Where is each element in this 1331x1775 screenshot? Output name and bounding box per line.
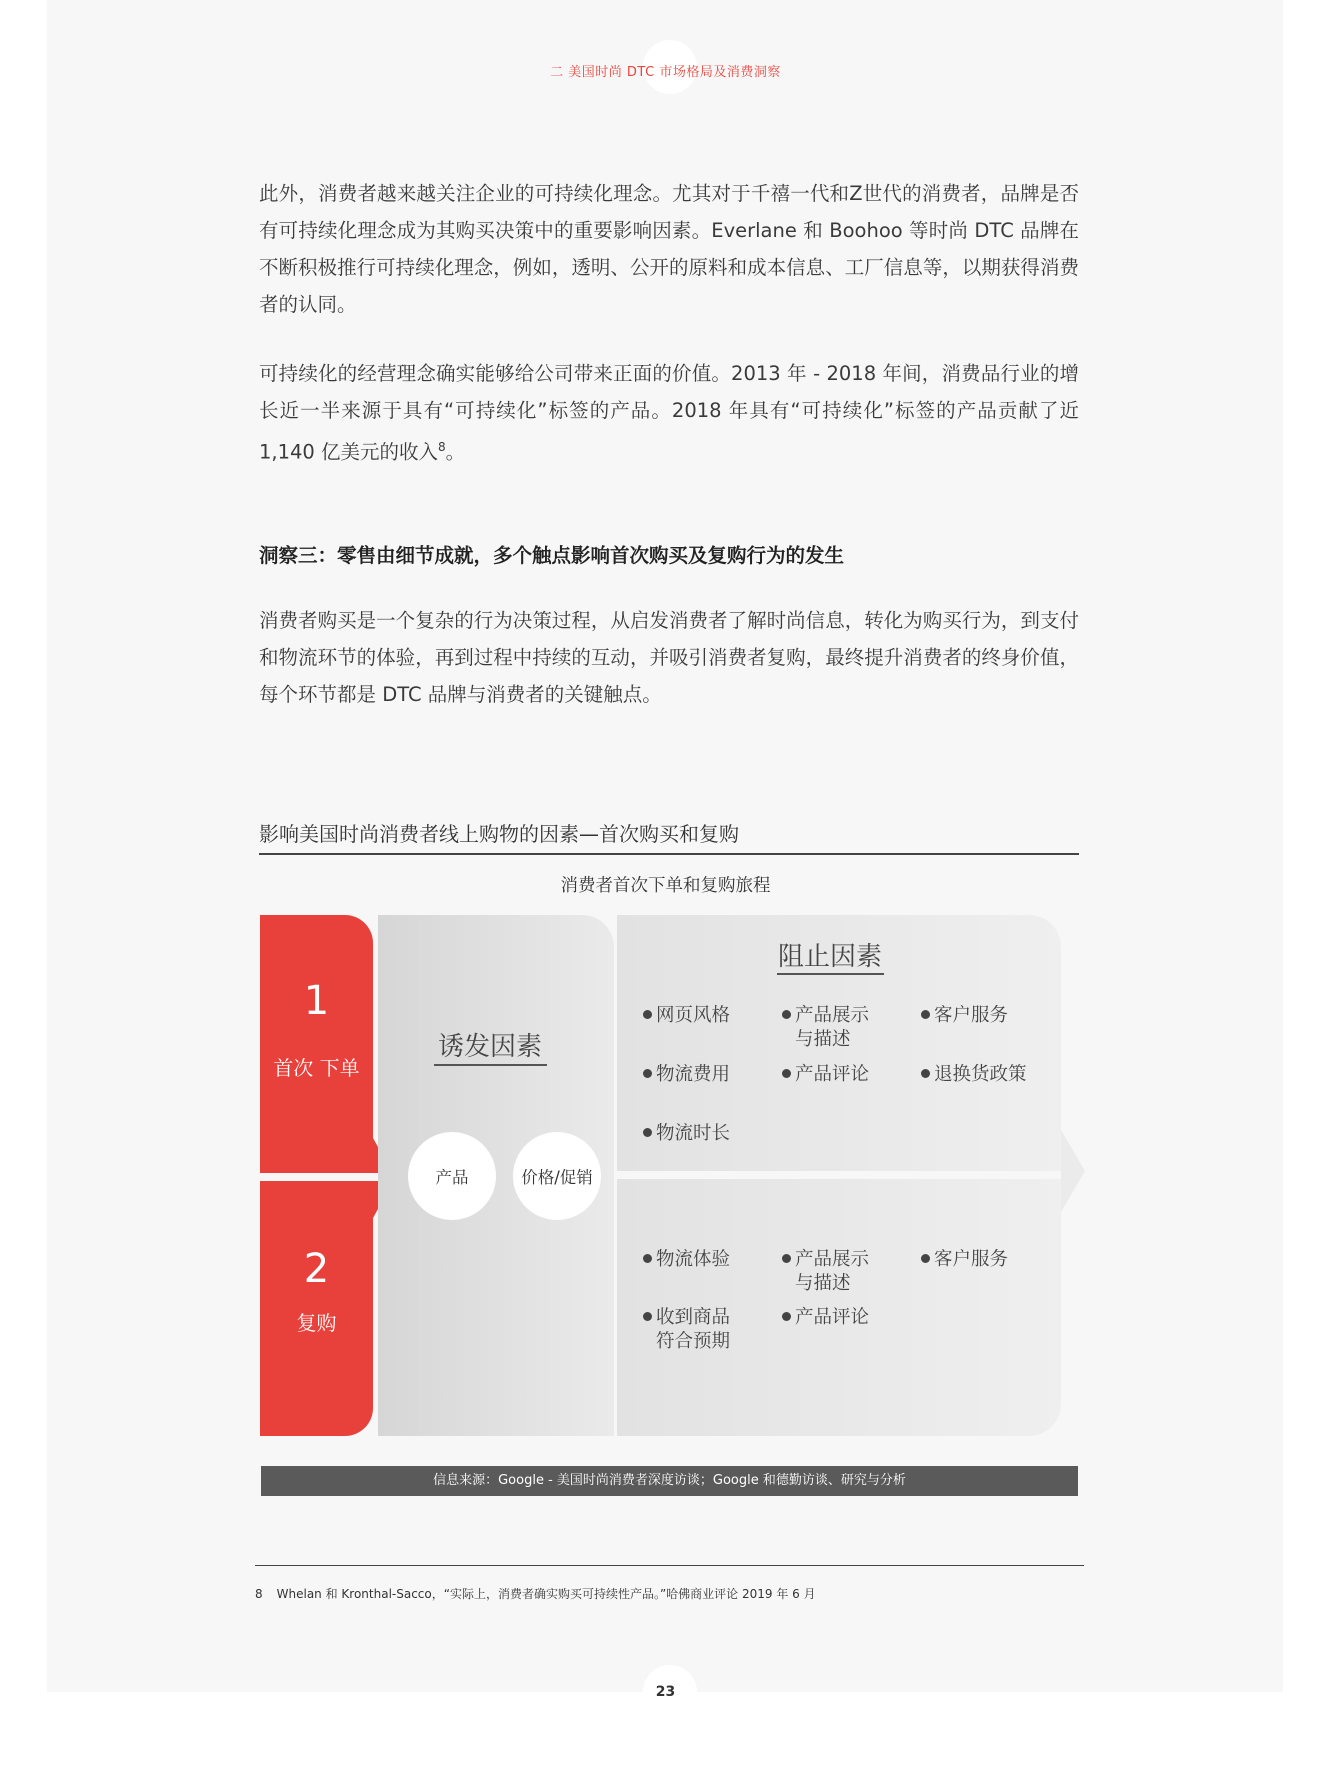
item-text-line2: 与描述 — [795, 1273, 851, 1294]
paragraph-end: 。 — [445, 440, 466, 464]
trigger-title-underline — [434, 1064, 547, 1066]
item-text: 物流体验 — [656, 1249, 731, 1270]
paragraph-sustainability: 此外，消费者越来越关注企业的可持续化理念。尤其对于千禧一代和Z世代的消费者，品牌是否有可持续化理念成为其购买决策中的重要影响因素。Everlane 和 Boohoo 等时尚 DTC 品牌在不断积极推行可持续化理念，例如，透明、公开的原料和成本信息、工厂信息等，以期获得消费者的认同。 — [259, 182, 1079, 316]
bullet-icon — [921, 1254, 930, 1263]
inhibitor-item — [782, 1306, 869, 1330]
inhibitor-item — [643, 1004, 730, 1028]
item-text: 产品评论 — [795, 1064, 870, 1085]
figure-source-bar: 信息来源：Google - 美国时尚消费者深度访谈；Google 和德勤访谈、研究与分析 — [261, 1466, 1078, 1496]
figure-title: 影响美国时尚消费者线上购物的因素—首次购买和复购 — [259, 822, 739, 846]
item-text: 客户服务 — [934, 1005, 1009, 1026]
inhibitor-title: 阻止因素 — [777, 942, 882, 972]
inhibitor-item — [921, 1004, 1008, 1028]
item-text: 物流时长 — [656, 1123, 731, 1144]
trigger-price-circle — [513, 1132, 601, 1220]
inhibitor-item — [643, 1306, 730, 1354]
stage-2-label: 复购 — [296, 1311, 337, 1335]
journey-arrow-tip — [1061, 1130, 1085, 1212]
footnote — [255, 1585, 816, 1602]
item-text: 产品评论 — [795, 1307, 870, 1328]
footnote-number: 8 — [255, 1587, 263, 1601]
stage-first-order-block — [260, 915, 373, 1173]
journey-axis-line — [617, 1172, 1061, 1178]
stage-1-number: 1 — [303, 978, 330, 1024]
bullet-icon — [643, 1312, 652, 1321]
item-text: 物流费用 — [656, 1064, 731, 1085]
bullet-icon — [643, 1069, 652, 1078]
bullet-icon — [643, 1128, 652, 1137]
inhibitor-item — [643, 1248, 730, 1272]
item-text: 产品展示 — [795, 1005, 870, 1026]
bullet-icon — [782, 1010, 791, 1019]
inhibitor-item — [921, 1248, 1008, 1272]
bullet-icon — [921, 1010, 930, 1019]
inhibitor-item — [921, 1063, 1027, 1087]
stage-divider — [260, 1173, 395, 1181]
bullet-icon — [643, 1254, 652, 1263]
paragraph-purchase-journey: 消费者购买是一个复杂的行为决策过程，从启发消费者了解时尚信息，转化为购买行为，到支付和物流环节的体验，再到过程中持续的互动，并吸引消费者复购，最终提升消费者的终身价值，每个环节都是 DTC 品牌与消费者的关键触点。 — [259, 609, 1079, 706]
trigger-title: 诱发因素 — [437, 1032, 542, 1062]
trigger-product-label: 产品 — [435, 1168, 469, 1187]
bullet-icon — [782, 1254, 791, 1263]
bullet-icon — [921, 1069, 930, 1078]
page-number: 23 — [655, 1684, 676, 1700]
item-text: 收到商品 — [656, 1307, 731, 1328]
inhibitor-item — [782, 1248, 869, 1296]
paragraph-text: 可持续化的经营理念确实能够给公司带来正面的价值。2013 年 - 2018 年间，消费品行业的增长近一半来源于具有“可持续化”标签的产品。2018 年具有“可持续化”标签的产品贡献了近 1,140 亿美元的收入 — [259, 362, 1079, 464]
inhibitor-item — [643, 1063, 730, 1087]
footnote-text: Whelan 和 Kronthal-Sacco，“实际上，消费者确实购买可持续性产品。”哈佛商业评论 2019 年 6 月 — [276, 1587, 816, 1601]
item-text: 客户服务 — [934, 1249, 1009, 1270]
figure-title-rule — [259, 853, 1079, 855]
item-text: 产品展示 — [795, 1249, 870, 1270]
inhibitor-item — [643, 1122, 730, 1146]
figure-subtitle: 消费者首次下单和复购旅程 — [560, 876, 771, 896]
bullet-icon — [782, 1069, 791, 1078]
paragraph-sustainability-value — [259, 355, 1079, 471]
item-text: 网页风格 — [656, 1005, 731, 1026]
stage-2-number: 2 — [303, 1246, 330, 1292]
bullet-icon — [782, 1312, 791, 1321]
bullet-icon — [643, 1010, 652, 1019]
trigger-price-label: 价格/促销 — [521, 1168, 593, 1187]
stage-1-label: 首次 下单 — [273, 1056, 360, 1080]
running-header: 二 美国时尚 DTC 市场格局及消费洞察 — [550, 65, 781, 80]
footnote-ref[interactable]: 8 — [438, 440, 446, 454]
inhibitor-item — [782, 1004, 869, 1052]
inhibitor-title-underline — [777, 973, 884, 975]
item-text-line2: 符合预期 — [656, 1331, 731, 1352]
footnote-rule — [255, 1565, 1084, 1566]
item-text-line2: 与描述 — [795, 1029, 851, 1050]
inhibitor-item — [782, 1063, 869, 1087]
insight-heading: 洞察三：零售由细节成就，多个触点影响首次购买及复购行为的发生 — [259, 544, 845, 567]
trigger-product-circle — [408, 1132, 496, 1220]
item-text: 退换货政策 — [934, 1064, 1027, 1085]
